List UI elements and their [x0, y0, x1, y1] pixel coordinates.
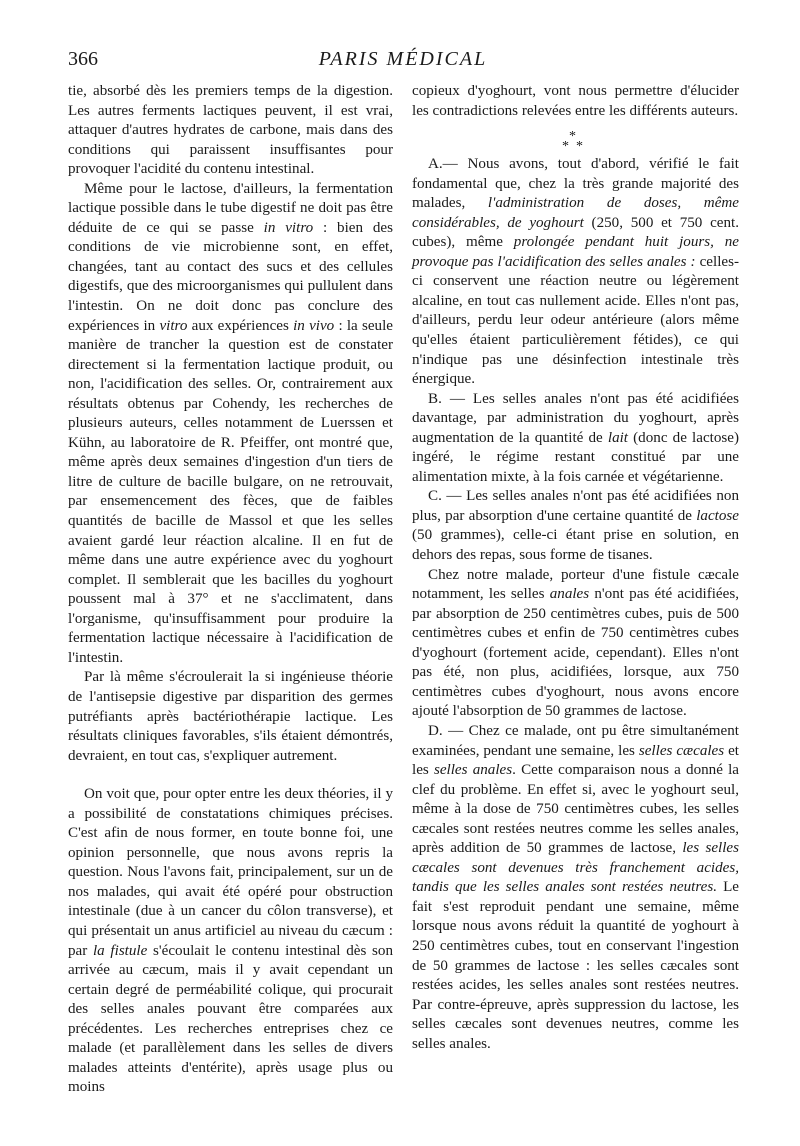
text-run: aux expériences — [187, 317, 294, 334]
paragraph: Par là même s'écroulerait la si ingénieuse théorie de l'antisepsie digestive par disparition des germes putréfiants après bactériothérapie lactique. Les résultats cliniques favorables, s'ils étaient démontrés, devraient, en tout cas, s'expliquer autrement. — [68, 669, 393, 764]
text-run: et les — [412, 742, 739, 779]
italic-run: in vivo — [293, 317, 335, 334]
italic-run: lait — [607, 429, 629, 446]
text-run: B. — Les selles anales n'ont pas été acidifiées davantage, par administration du yoghourt, après augmentation de la quantité de — [412, 390, 739, 446]
paragraph — [412, 487, 739, 565]
paragraph — [68, 180, 393, 669]
paragraph — [412, 390, 739, 488]
italic-run: selles anales — [433, 762, 513, 779]
text-run: : la seule manière de trancher la question est de constater directement si la fermentation lactique produit, ou non, l'acidification des selles. Or, contrairement aux résultats obtenus par Cohendy, les recherches de plusieurs auteurs, celles notamment de Luerssen et Kühn, au laboratoire de R. Pfeiffer, ont montré que, même après deux semaines d'ingestion d'un tiers de litre de culture de bacille bulgare, on ne retrouvait, par ensemencement des fèces, que de faibles quantités de bacille de Massol et que les selles avaient gardé leur réaction alcaline. Il en fut de même dans une autre expérience avec du yoghourt complet. Il semblerait que les bacilles du yoghourt poussent mal à 37° et ne s'acclimatent, dans l'organisme, qu'insuffisamment pour produire la fermentation lactique nécessaire à l'acidification de l'intestin. — [68, 317, 393, 666]
text-run: s'écoulait le contenu intestinal dès son arrivée au cæcum, mais il y avait cependant un certain degré de perméabilité colique, qui procurait des selles anales pouvant être comparées aux précédentes. Les recherches entreprises chez ce malade (et parallèlement dans les selles de divers malades atteints d'entérite), après usage plus ou moins — [68, 942, 393, 1096]
text-run: (250, 500 et 750 cent. cubes), même — [412, 214, 739, 251]
text-run: n'ont pas été acidifiées, par absorption de 250 centimètres cubes, puis de 500 centimètres cubes et enfin de 750 centimètres cubes d'yoghourt (fortement acide, cependant). Elles n'ont pas été, non plus, acidifiées, lorsque, aux 750 centimètres cubes d'yoghourt, nous avons encore ajouté l'absorption de 50 grammes de lactose. — [412, 586, 739, 720]
paragraph — [412, 722, 739, 1054]
italic-run: les selles cæcales sont devenues très franchement acides, tandis que les selles anales sont restées neutres. — [412, 840, 739, 896]
italic-run: lactose — [696, 507, 739, 524]
paragraph: tie, absorbé dès les premiers temps de la digestion. Les autres ferments lactiques peuvent, il est vrai, attaquer d'autres hydrates de carbone, mais dans des conditions qui paraissent insuffisantes pour provoquer l'acidité du contenu intestinal. — [68, 83, 393, 178]
text-run: D. — Chez ce malade, ont pu être simultanément examinées, pendant une semaine, les — [412, 722, 739, 759]
text-run: C. — Les selles anales n'ont pas été acidifiées non plus, par absorption d'une certaine quantité de — [412, 488, 739, 524]
paragraph — [412, 566, 739, 722]
italic-run: l'administration de doses, même considérables, de yoghourt — [412, 195, 739, 231]
text-run: Même pour le lactose, d'ailleurs, la fermentation lactique possible dans le tube digestif ne doit pas être déduite de ce qui se passe — [68, 180, 393, 236]
text-run: On voit que, pour opter entre les deux théories, il y a possibilité de constatations chimiques précises. C'est afin de nous former, en toute bonne foi, une opinion personnelle, que nous avons repris la question. Nous l'avons fait, principalement, sur un de nos malades, qui avait été opéré pour obstruction intestinale (due à un cancer du côlon transverse), et qui présentait un anus artificiel au niveau du cæcum : par — [68, 786, 393, 959]
paragraph — [68, 785, 393, 1098]
italic-run: selles cæcales — [638, 742, 725, 759]
right-column — [412, 82, 739, 1054]
paragraph: copieux d'yoghourt, vont nous permettre d'élucider les contradictions relevées entre les différents auteurs. — [412, 83, 739, 119]
text-run: Chez notre malade, porteur d'une fistule cæcale notamment, les selles — [412, 566, 739, 603]
text-run: (donc de lactose) ingéré, le régime restant constitué par une alimentation mixte, à la fois carnée et végétarienne. — [412, 429, 739, 485]
running-head: PARIS MÉDICAL — [318, 48, 488, 70]
italic-run: anales — [549, 586, 590, 603]
asterism-star: * — [569, 129, 576, 145]
italic-run: la fistule — [92, 942, 148, 959]
text-run: celles-ci conservent une réaction neutre ou légèrement alcaline, en tout cas nullement acide. Elles n'ont pas, d'ailleurs, perdu leur odeur antérieure (alors même qu'elles étaient particulièrement fétides), ce qui n'indique pas une désinfection intestinale très énergique. — [412, 253, 739, 388]
asterism-star: * — [562, 139, 569, 155]
italic-run: vitro — [159, 317, 188, 334]
text-run: . Cette comparaison nous a donné la clef du problème. En effet si, avec le yoghourt seul, même à la dose de 750 centimètres cubes, les selles cæcales sont restées neutres comme les selles anales, après addition de 50 grammes de lactose, — [412, 762, 739, 857]
asterism-star: * — [576, 139, 583, 155]
text-run: Le fait s'est reproduit pendant une semaine, même lorsque nous avons réduit la quantité de yoghourt à 250 centimètres cubes, tout en conservant l'ingestion de 50 grammes de lactose : les selles cæcales sont restées acides, les selles anales sont restées neutres. Par contre-épreuve, après suppression du lactose, les selles cæcales sont devenues neutres, comme les selles anales. — [412, 879, 739, 1052]
text-run: : bien des conditions de vie microbienne sont, en effet, changées, tant au contact des sucs et des cellules digestifs, que des microorganismes qui pullulent dans l'intestin. On ne doit donc pas conclure des expériences in — [68, 219, 394, 334]
paragraph — [412, 155, 739, 390]
paragraph-gap — [68, 766, 393, 785]
left-column — [68, 82, 393, 1098]
section-separator — [412, 121, 739, 155]
italic-run: in vitro — [263, 219, 314, 236]
text-run: (50 grammes), celle-ci étant prise en solution, en dehors des repas, sous forme de tisanes. — [412, 527, 739, 564]
italic-run: prolongée pendant huit jours, ne provoque pas l'acidification des selles anales : — [412, 234, 739, 270]
page-header — [68, 48, 738, 78]
text-run: A.— Nous avons, tout d'abord, vérifié le fait fondamental que, chez la très grande majorité des malades, — [412, 156, 739, 212]
page-number: 366 — [68, 48, 98, 70]
